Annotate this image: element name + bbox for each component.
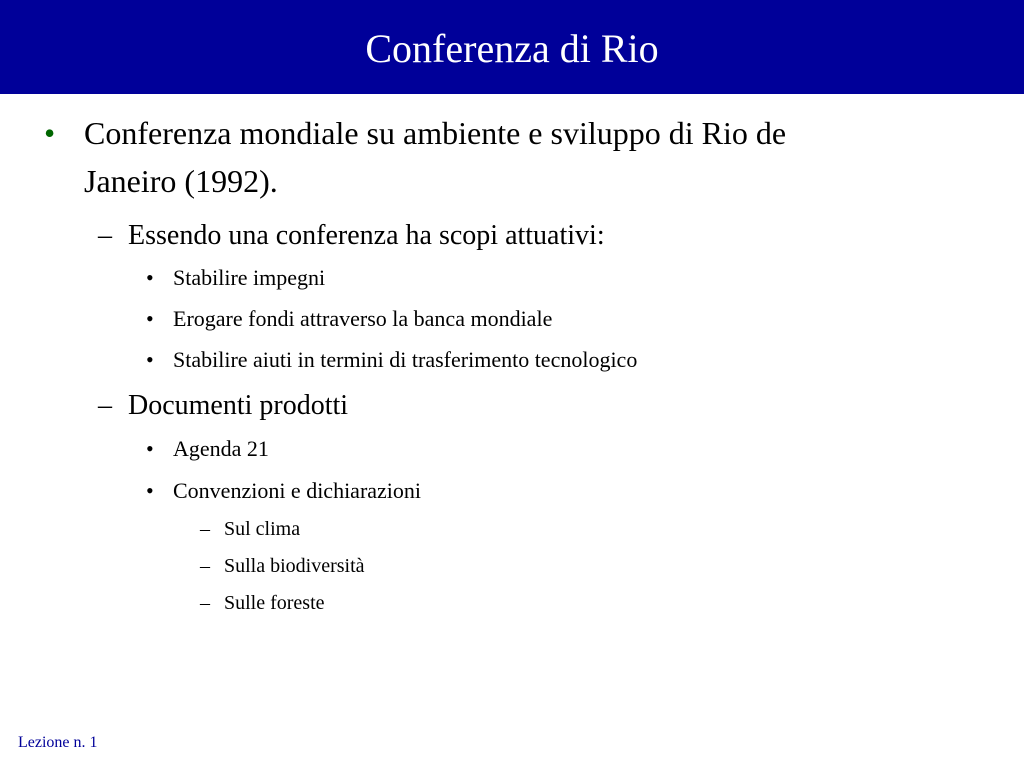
sub-bullet-scopi: Essendo una conferenza ha scopi attuativi: <box>128 220 605 251</box>
bullet-icon: • <box>146 478 154 503</box>
list-item: Sul clima <box>224 518 301 540</box>
list-item: Agenda 21 <box>173 436 269 461</box>
footer-lesson-label: Lezione n. 1 <box>18 734 98 751</box>
bullet-icon: • <box>146 265 154 290</box>
list-item: Stabilire impegni <box>173 265 326 290</box>
list-item: Sulla biodiversità <box>224 555 365 577</box>
dash-icon: – <box>98 220 112 251</box>
main-bullet-line-2: Janeiro (1992). <box>84 163 278 199</box>
dash-icon: – <box>200 555 210 577</box>
dash-icon: – <box>200 518 210 540</box>
list-item: Convenzioni e dichiarazioni <box>173 478 422 503</box>
list-item: Erogare fondi attraverso la banca mondiale <box>173 306 553 331</box>
list-item: Stabilire aiuti in termini di trasferimento tecnologico <box>173 347 638 372</box>
bullet-icon: • <box>44 115 56 151</box>
sub-bullet-documenti: Documenti prodotti <box>128 390 349 421</box>
slide-title: Conferenza di Rio <box>365 26 659 71</box>
bullet-icon: • <box>146 436 154 461</box>
bullet-icon: • <box>146 306 154 331</box>
main-bullet-line-1: Conferenza mondiale su ambiente e sviluppo di Rio de <box>84 115 787 151</box>
bullet-icon: • <box>146 347 154 372</box>
dash-icon: – <box>98 390 112 421</box>
list-item: Sulle foreste <box>224 592 325 614</box>
dash-icon: – <box>200 592 210 614</box>
